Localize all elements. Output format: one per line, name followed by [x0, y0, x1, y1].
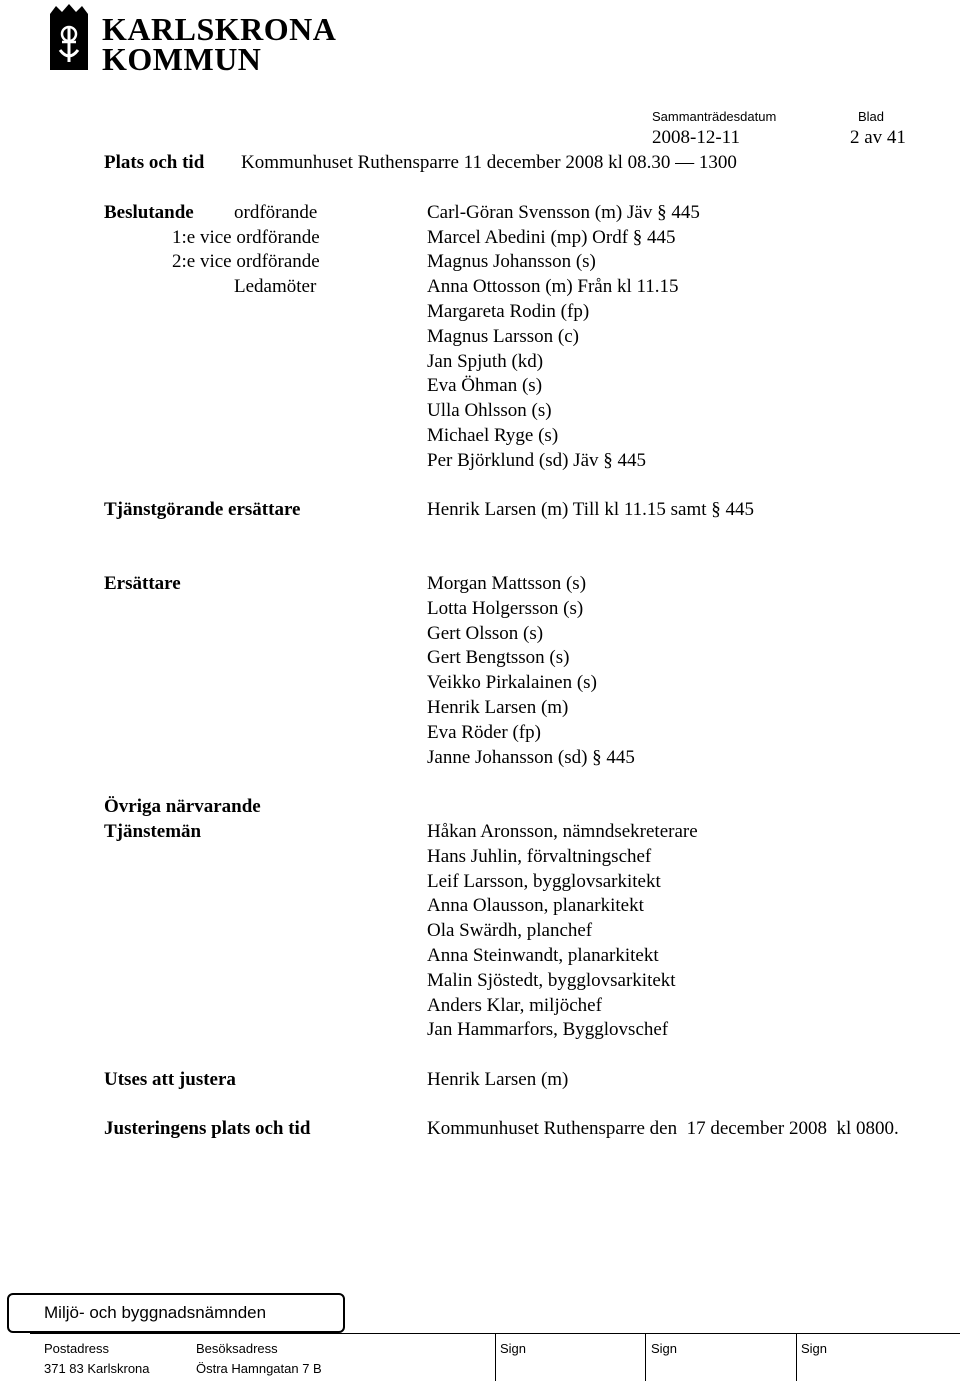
role-members: Ledamöter: [234, 276, 317, 297]
postadress-label: Postadress: [44, 1341, 110, 1356]
list-item: Michael Ryge (s): [427, 424, 559, 446]
tjanstgorande-value: Henrik Larsen (m) Till kl 11.15 samt § 445: [427, 499, 755, 520]
list-item: Eva Öhman (s): [427, 375, 543, 397]
ovriga-label: Övriga närvarande: [104, 796, 261, 817]
sign-divider-1: [495, 1333, 496, 1381]
logo-line-2: KOMMUN: [102, 41, 262, 77]
role-second-vice: 2:e vice ordförande: [172, 251, 320, 272]
list-item: Leif Larsson, bygglovsarkitekt: [427, 870, 661, 892]
list-item: Veikko Pirkalainen (s): [427, 672, 597, 694]
ersattare-list: [427, 572, 635, 770]
crest-icon: [44, 4, 94, 76]
name-second-vice: Magnus Johansson (s): [427, 251, 596, 272]
list-item: Per Björklund (sd) Jäv § 445: [427, 449, 647, 471]
sign-label-2: Sign: [651, 1341, 678, 1356]
sign-divider-2: [645, 1333, 646, 1381]
list-item: Anders Klar, miljöchef: [427, 994, 602, 1016]
list-item: Magnus Larsson (c): [427, 325, 579, 347]
date-label: Sammanträdesdatum: [652, 109, 777, 124]
name-chair: Carl-Göran Svensson (m) Jäv § 445: [427, 202, 700, 223]
page-label: Blad: [858, 109, 885, 124]
beslutande-label: Beslutande: [104, 202, 194, 223]
list-item: Malin Sjöstedt, bygglovsarkitekt: [427, 969, 676, 991]
besoksadress-value: Östra Hamngatan 7 B: [196, 1361, 322, 1376]
list-item: Gert Olsson (s): [427, 622, 544, 644]
ersattare-label: Ersättare: [104, 573, 181, 594]
meeting-date: 2008-12-11: [652, 127, 740, 148]
name-member-first: Anna Ottosson (m) Från kl 11.15: [427, 276, 679, 297]
municipality-logo: [44, 4, 344, 82]
justera-label: Utses att justera: [104, 1069, 236, 1090]
list-item: Jan Hammarfors, Bygglovschef: [427, 1019, 669, 1041]
list-item: Gert Bengtsson (s): [427, 647, 570, 669]
list-item: Janne Johansson (sd) § 445: [427, 746, 635, 768]
justeringens-label: Justeringens plats och tid: [104, 1118, 311, 1139]
name-first-vice: Marcel Abedini (mp) Ordf § 445: [427, 227, 676, 248]
list-item: Eva Röder (fp): [427, 721, 541, 743]
committee-name: Miljö- och byggnadsnämnden: [44, 1303, 267, 1322]
besoksadress-label: Besöksadress: [196, 1341, 278, 1356]
list-item: Håkan Aronsson, nämndsekreterare: [427, 821, 698, 842]
tjanstemen-label: Tjänstemän: [104, 821, 202, 842]
justera-value: Henrik Larsen (m): [427, 1069, 569, 1090]
sign-label-1: Sign: [500, 1341, 527, 1356]
list-item: Henrik Larsen (m): [427, 696, 569, 718]
justeringens-value: Kommunhuset Ruthensparre den 17 december 2008 kl 0800.: [427, 1118, 899, 1139]
postadress-value: 371 83 Karlskrona: [44, 1361, 150, 1376]
logo-line-1: KARLSKRONA: [102, 11, 337, 47]
sign-label-3: Sign: [801, 1341, 828, 1356]
list-item: Margareta Rodin (fp): [427, 301, 590, 322]
list-item: Ola Swärdh, planchef: [427, 920, 593, 942]
list-item: Ulla Ohlsson (s): [427, 400, 552, 422]
sign-divider-3: [796, 1333, 797, 1381]
members-list: [427, 300, 646, 474]
list-item: Lotta Holgersson (s): [427, 597, 584, 619]
list-item: Hans Juhlin, förvaltningschef: [427, 845, 652, 867]
plats-value: Kommunhuset Ruthensparre 11 december 2008 kl 08.30 — 1300: [241, 152, 737, 173]
list-item: Anna Steinwandt, planarkitekt: [427, 944, 659, 966]
list-item: Jan Spjuth (kd): [427, 350, 544, 372]
list-item: Morgan Mattsson (s): [427, 573, 587, 594]
tjanstemen-list: [427, 820, 698, 1043]
role-chair: ordförande: [234, 202, 318, 223]
list-item: Anna Olausson, planarkitekt: [427, 895, 644, 917]
page-number: 2 av 41: [850, 127, 906, 148]
tjanstgorande-label: Tjänstgörande ersättare: [104, 499, 301, 520]
plats-label: Plats och tid: [104, 152, 205, 173]
role-first-vice: 1:e vice ordförande: [172, 227, 320, 248]
